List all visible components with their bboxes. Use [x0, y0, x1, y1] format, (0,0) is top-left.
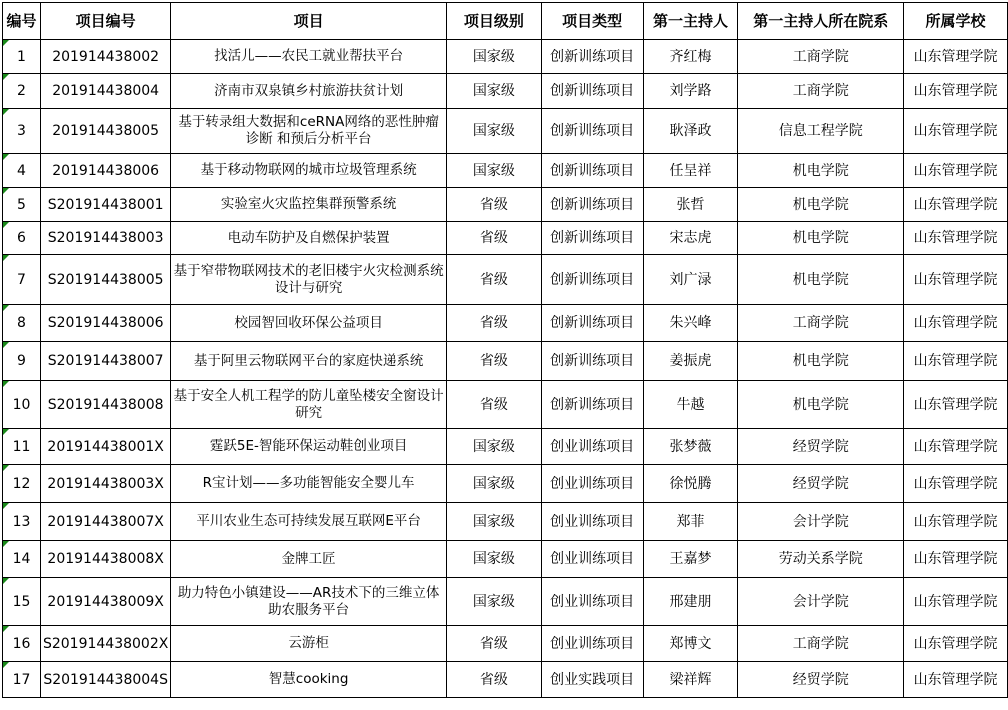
- header-cell-department[interactable]: 第一主持人所在院系: [738, 3, 904, 40]
- cell-leader[interactable]: 张哲: [643, 188, 738, 222]
- cell-school[interactable]: 山东管理学院: [904, 40, 1008, 74]
- cell-level[interactable]: 国家级: [446, 109, 541, 154]
- cell-index[interactable]: 13: [3, 503, 41, 541]
- cell-type[interactable]: 创新训练项目: [541, 188, 643, 222]
- cell-index[interactable]: 12: [3, 465, 41, 503]
- cell-code[interactable]: S201914438007: [40, 342, 170, 381]
- table-row: [3, 465, 1008, 503]
- cell-school[interactable]: 山东管理学院: [904, 578, 1008, 626]
- cell-department[interactable]: 机电学院: [738, 255, 904, 305]
- cell-type[interactable]: 创业训练项目: [541, 578, 643, 626]
- cell-level[interactable]: 省级: [446, 626, 541, 662]
- cell-school[interactable]: 山东管理学院: [904, 662, 1008, 698]
- cell-name[interactable]: 云游柜: [171, 626, 447, 662]
- table-row: [3, 255, 1008, 305]
- header-cell-project-code[interactable]: 项目编号: [40, 3, 170, 40]
- header-cell-school[interactable]: 所属学校: [904, 3, 1008, 40]
- cell-school[interactable]: 山东管理学院: [904, 109, 1008, 154]
- cell-school[interactable]: 山东管理学院: [904, 74, 1008, 109]
- cell-type[interactable]: 创业训练项目: [541, 429, 643, 465]
- cell-type[interactable]: 创新训练项目: [541, 154, 643, 188]
- cell-code[interactable]: 201914438008X: [40, 541, 170, 578]
- header-cell-level[interactable]: 项目级别: [446, 3, 541, 40]
- cell-name[interactable]: 基于移动物联网的城市垃圾管理系统: [171, 154, 447, 188]
- cell-name[interactable]: 基于阿里云物联网平台的家庭快递系统: [171, 342, 447, 381]
- table-row: [3, 305, 1008, 342]
- cell-level[interactable]: 国家级: [446, 503, 541, 541]
- table-row: [3, 188, 1008, 222]
- cell-index[interactable]: 4: [3, 154, 41, 188]
- cell-leader[interactable]: 郑菲: [643, 503, 738, 541]
- cell-leader[interactable]: 齐红梅: [643, 40, 738, 74]
- cell-leader[interactable]: 姜振虎: [643, 342, 738, 381]
- cell-type[interactable]: 创业训练项目: [541, 626, 643, 662]
- cell-name[interactable]: 校园智回收环保公益项目: [171, 305, 447, 342]
- table-row: [3, 429, 1008, 465]
- header-cell-leader[interactable]: 第一主持人: [643, 3, 738, 40]
- cell-school[interactable]: 山东管理学院: [904, 541, 1008, 578]
- cell-level[interactable]: 省级: [446, 305, 541, 342]
- cell-name[interactable]: 平川农业生态可持续发展互联网E平台: [171, 503, 447, 541]
- cell-level[interactable]: 国家级: [446, 429, 541, 465]
- cell-level[interactable]: 国家级: [446, 465, 541, 503]
- cell-type[interactable]: 创业训练项目: [541, 465, 643, 503]
- cell-index[interactable]: 3: [3, 109, 41, 154]
- cell-name[interactable]: 基于安全人机工程学的防儿童坠楼安全窗设计研究: [171, 381, 447, 429]
- table-row: [3, 154, 1008, 188]
- cell-code[interactable]: S201914438001: [40, 188, 170, 222]
- table-row: [3, 74, 1008, 109]
- cell-code[interactable]: S201914438008: [40, 381, 170, 429]
- table-row: [3, 662, 1008, 698]
- table-row: [3, 40, 1008, 74]
- cell-code[interactable]: S201914438003: [40, 222, 170, 255]
- cell-leader[interactable]: 刘学路: [643, 74, 738, 109]
- cell-leader[interactable]: 刘广渌: [643, 255, 738, 305]
- cell-code[interactable]: 201914438005: [40, 109, 170, 154]
- cell-name[interactable]: 找活儿——农民工就业帮扶平台: [171, 40, 447, 74]
- cell-index[interactable]: 9: [3, 342, 41, 381]
- cell-code[interactable]: S201914438002X: [40, 626, 170, 662]
- cell-department[interactable]: 经贸学院: [738, 662, 904, 698]
- cell-school[interactable]: 山东管理学院: [904, 305, 1008, 342]
- cell-index[interactable]: 10: [3, 381, 41, 429]
- cell-level[interactable]: 国家级: [446, 541, 541, 578]
- cell-school[interactable]: 山东管理学院: [904, 626, 1008, 662]
- cell-code[interactable]: S201914438004S: [40, 662, 170, 698]
- cell-school[interactable]: 山东管理学院: [904, 465, 1008, 503]
- cell-leader[interactable]: 任呈祥: [643, 154, 738, 188]
- cell-code[interactable]: 201914438004: [40, 74, 170, 109]
- cell-code[interactable]: 201914438009X: [40, 578, 170, 626]
- cell-level[interactable]: 国家级: [446, 40, 541, 74]
- cell-code[interactable]: S201914438006: [40, 305, 170, 342]
- cell-level[interactable]: 国家级: [446, 154, 541, 188]
- cell-name[interactable]: 智慧cooking: [171, 662, 447, 698]
- table-row: [3, 381, 1008, 429]
- cell-index[interactable]: 15: [3, 578, 41, 626]
- table-row: [3, 109, 1008, 154]
- cell-school[interactable]: 山东管理学院: [904, 381, 1008, 429]
- cell-department[interactable]: 经贸学院: [738, 429, 904, 465]
- cell-index[interactable]: 11: [3, 429, 41, 465]
- table-row: [3, 626, 1008, 662]
- cell-index[interactable]: 8: [3, 305, 41, 342]
- cell-name[interactable]: 助力特色小镇建设——AR技术下的三维立体助农服务平台: [171, 578, 447, 626]
- cell-type[interactable]: 创新训练项目: [541, 40, 643, 74]
- cell-type[interactable]: 创新训练项目: [541, 74, 643, 109]
- cell-code[interactable]: 201914438003X: [40, 465, 170, 503]
- cell-type[interactable]: 创业实践项目: [541, 662, 643, 698]
- cell-name[interactable]: 实验室火灾监控集群预警系统: [171, 188, 447, 222]
- cell-school[interactable]: 山东管理学院: [904, 154, 1008, 188]
- header-cell-project[interactable]: 项目: [171, 3, 447, 40]
- cell-leader[interactable]: 郑博文: [643, 626, 738, 662]
- cell-leader[interactable]: 牛越: [643, 381, 738, 429]
- cell-index[interactable]: 7: [3, 255, 41, 305]
- cell-leader[interactable]: 邢建朋: [643, 578, 738, 626]
- cell-type[interactable]: 创新训练项目: [541, 222, 643, 255]
- cell-type[interactable]: 创业训练项目: [541, 503, 643, 541]
- cell-department[interactable]: 工商学院: [738, 74, 904, 109]
- cell-type[interactable]: 创业训练项目: [541, 541, 643, 578]
- cell-index[interactable]: 16: [3, 626, 41, 662]
- table-row: [3, 503, 1008, 541]
- cell-school[interactable]: 山东管理学院: [904, 342, 1008, 381]
- cell-department[interactable]: 工商学院: [738, 626, 904, 662]
- cell-school[interactable]: 山东管理学院: [904, 255, 1008, 305]
- cell-leader[interactable]: 宋志虎: [643, 222, 738, 255]
- cell-index[interactable]: 1: [3, 40, 41, 74]
- cell-index[interactable]: 14: [3, 541, 41, 578]
- cell-department[interactable]: 机电学院: [738, 154, 904, 188]
- cell-code[interactable]: 201914438001X: [40, 429, 170, 465]
- cell-leader[interactable]: 朱兴峰: [643, 305, 738, 342]
- cell-name[interactable]: R宝计划——多功能智能安全婴儿车: [171, 465, 447, 503]
- cell-level[interactable]: 省级: [446, 342, 541, 381]
- cell-department[interactable]: 会计学院: [738, 503, 904, 541]
- cell-name[interactable]: 电动车防护及自燃保护装置: [171, 222, 447, 255]
- header-cell-type[interactable]: 项目类型: [541, 3, 643, 40]
- cell-index[interactable]: 2: [3, 74, 41, 109]
- cell-department[interactable]: 信息工程学院: [738, 109, 904, 154]
- cell-type[interactable]: 创新训练项目: [541, 305, 643, 342]
- cell-school[interactable]: 山东管理学院: [904, 188, 1008, 222]
- cell-school[interactable]: 山东管理学院: [904, 429, 1008, 465]
- cell-level[interactable]: 省级: [446, 188, 541, 222]
- table-row: [3, 222, 1008, 255]
- cell-department[interactable]: 经贸学院: [738, 465, 904, 503]
- cell-level[interactable]: 省级: [446, 381, 541, 429]
- cell-level[interactable]: 省级: [446, 255, 541, 305]
- cell-type[interactable]: 创新训练项目: [541, 109, 643, 154]
- cell-department[interactable]: 工商学院: [738, 40, 904, 74]
- cell-level[interactable]: 国家级: [446, 578, 541, 626]
- cell-index[interactable]: 17: [3, 662, 41, 698]
- header-row: [3, 3, 1008, 40]
- cell-level[interactable]: 国家级: [446, 74, 541, 109]
- cell-leader[interactable]: 王嘉梦: [643, 541, 738, 578]
- cell-school[interactable]: 山东管理学院: [904, 222, 1008, 255]
- table-row: [3, 342, 1008, 381]
- header-cell-index[interactable]: 编号: [3, 3, 41, 40]
- cell-name[interactable]: 霆跃5E-智能环保运动鞋创业项目: [171, 429, 447, 465]
- cell-index[interactable]: 6: [3, 222, 41, 255]
- cell-type[interactable]: 创新训练项目: [541, 381, 643, 429]
- cell-department[interactable]: 会计学院: [738, 578, 904, 626]
- cell-code[interactable]: S201914438005: [40, 255, 170, 305]
- cell-department[interactable]: 机电学院: [738, 381, 904, 429]
- cell-name[interactable]: 基于窄带物联网技术的老旧楼宇火灾检测系统设计与研究: [171, 255, 447, 305]
- cell-type[interactable]: 创新训练项目: [541, 342, 643, 381]
- cell-level[interactable]: 省级: [446, 222, 541, 255]
- cell-name[interactable]: 基于转录组大数据和ceRNA网络的恶性肿瘤诊断 和预后分析平台: [171, 109, 447, 154]
- cell-department[interactable]: 机电学院: [738, 342, 904, 381]
- cell-leader[interactable]: 张梦薇: [643, 429, 738, 465]
- cell-department[interactable]: 劳动关系学院: [738, 541, 904, 578]
- project-table: [2, 2, 1008, 698]
- cell-name[interactable]: 金牌工匠: [171, 541, 447, 578]
- cell-leader[interactable]: 徐悦腾: [643, 465, 738, 503]
- cell-leader[interactable]: 耿泽政: [643, 109, 738, 154]
- cell-department[interactable]: 机电学院: [738, 222, 904, 255]
- table-row: [3, 541, 1008, 578]
- cell-department[interactable]: 工商学院: [738, 305, 904, 342]
- cell-department[interactable]: 机电学院: [738, 188, 904, 222]
- cell-level[interactable]: 省级: [446, 662, 541, 698]
- cell-index[interactable]: 5: [3, 188, 41, 222]
- cell-code[interactable]: 201914438006: [40, 154, 170, 188]
- cell-type[interactable]: 创新训练项目: [541, 255, 643, 305]
- cell-code[interactable]: 201914438007X: [40, 503, 170, 541]
- cell-leader[interactable]: 梁祥辉: [643, 662, 738, 698]
- cell-school[interactable]: 山东管理学院: [904, 503, 1008, 541]
- cell-code[interactable]: 201914438002: [40, 40, 170, 74]
- table-row: [3, 578, 1008, 626]
- cell-name[interactable]: 济南市双泉镇乡村旅游扶贫计划: [171, 74, 447, 109]
